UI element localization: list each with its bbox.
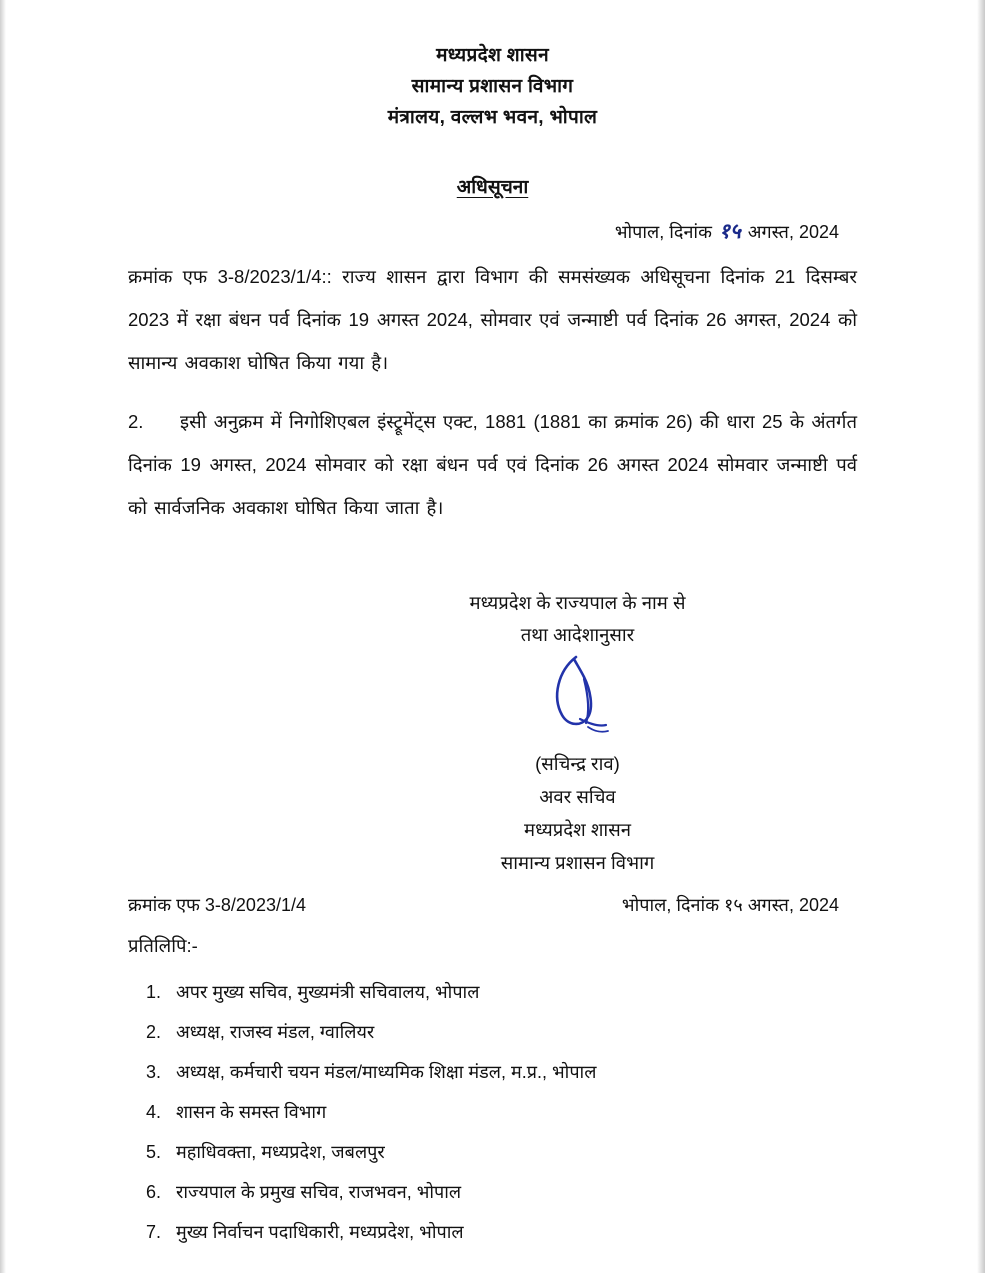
footer-dateline — [622, 893, 857, 917]
signatory-name: (सचिन्द्र राव) — [535, 753, 620, 774]
signatory-org-2: सामान्य प्रशासन विभाग — [500, 852, 655, 873]
dateline-prefix: भोपाल, दिनांक — [614, 222, 712, 242]
list-item: 2. अध्यक्ष, राजस्व मंडल, ग्वालियर — [166, 1012, 857, 1052]
header-line-3: मंत्रालय, वल्लभ भवन, भोपाल — [387, 107, 598, 128]
footer-place-prefix: भोपाल, दिनांक — [621, 895, 720, 915]
copy-to-list — [128, 972, 857, 1252]
paragraph-1: क्रमांक एफ 3-8/2023/1/4:: राज्य शासन द्वारा विभाग की समसंख्यक अधिसूचना दिनांक 21 दिसम्बर 2023 में रक्षा बंधन पर्व दिनांक 19 अगस्त 2024, सोमवार एवं जन्माष्टी पर्व दिनांक 26 अगस्त, 2024 को सामान्य अवकाश घोषित किया गया है। — [128, 266, 857, 373]
paragraph-2-text: इसी अनुक्रम में निगोशिएबल इंस्ट्रूमेंट्स एक्ट, 1881 (1881 का क्रमांक 26) की धारा 25 के अंतर्गत दिनांक 19 अगस्त, 2024 सोमवार को रक्षा बंधन पर्व एवं दिनांक 26 अगस्त 2024 सोमवार जन्माष्टी पर्व को सार्वजनिक अवकाश घोषित किया जाता है। — [128, 411, 857, 518]
dateline-suffix: अगस्त, 2024 — [747, 222, 839, 242]
paragraph-2 — [128, 400, 857, 529]
document-header — [128, 40, 857, 133]
list-item: 4. शासन के समस्त विभाग — [166, 1092, 857, 1132]
signature — [298, 653, 857, 745]
header-line-1: मध्यप्रदेश शासन — [436, 45, 549, 66]
page-title: अधिसूचना — [456, 177, 529, 198]
header-line-2: सामान्य प्रशासन विभाग — [411, 76, 574, 97]
dateline — [128, 217, 857, 245]
footer-place-suffix: अगस्त, 2024 — [747, 895, 839, 915]
dateline-handwritten-date: १५ — [718, 219, 741, 243]
list-item: 1. अपर मुख्य सचिव, मुख्यमंत्री सचिवालय, भोपाल — [166, 972, 857, 1012]
footer-handwritten-date: १५ — [724, 895, 743, 915]
footer-reference: क्रमांक एफ 3-8/2023/1/4 — [128, 895, 306, 915]
footer-row — [128, 893, 857, 917]
authority-line-2: तथा आदेशानुसार — [520, 624, 635, 645]
list-item: 6. राज्यपाल के प्रमुख सचिव, राजभवन, भोपाल — [166, 1172, 857, 1212]
signature-icon — [518, 653, 638, 745]
list-item: 5. महाधिवक्ता, मध्यप्रदेश, जबलपुर — [166, 1132, 857, 1172]
list-item: 7. मुख्य निर्वाचन पदाधिकारी, मध्यप्रदेश, भोपाल — [166, 1212, 857, 1252]
paragraph-2-number: 2. — [128, 411, 144, 432]
list-item: 3. अध्यक्ष, कर्मचारी चयन मंडल/माध्यमिक शिक्षा मंडल, म.प्र., भोपाल — [166, 1052, 857, 1092]
signatory-designation: अवर सचिव — [539, 786, 616, 807]
authority-block — [128, 587, 857, 879]
authority-line-1: मध्यप्रदेश के राज्यपाल के नाम से — [469, 592, 686, 613]
signatory-org-1: मध्यप्रदेश शासन — [524, 819, 631, 840]
signatory-block — [298, 747, 857, 879]
copy-to-label: प्रतिलिपि:- — [128, 935, 198, 956]
